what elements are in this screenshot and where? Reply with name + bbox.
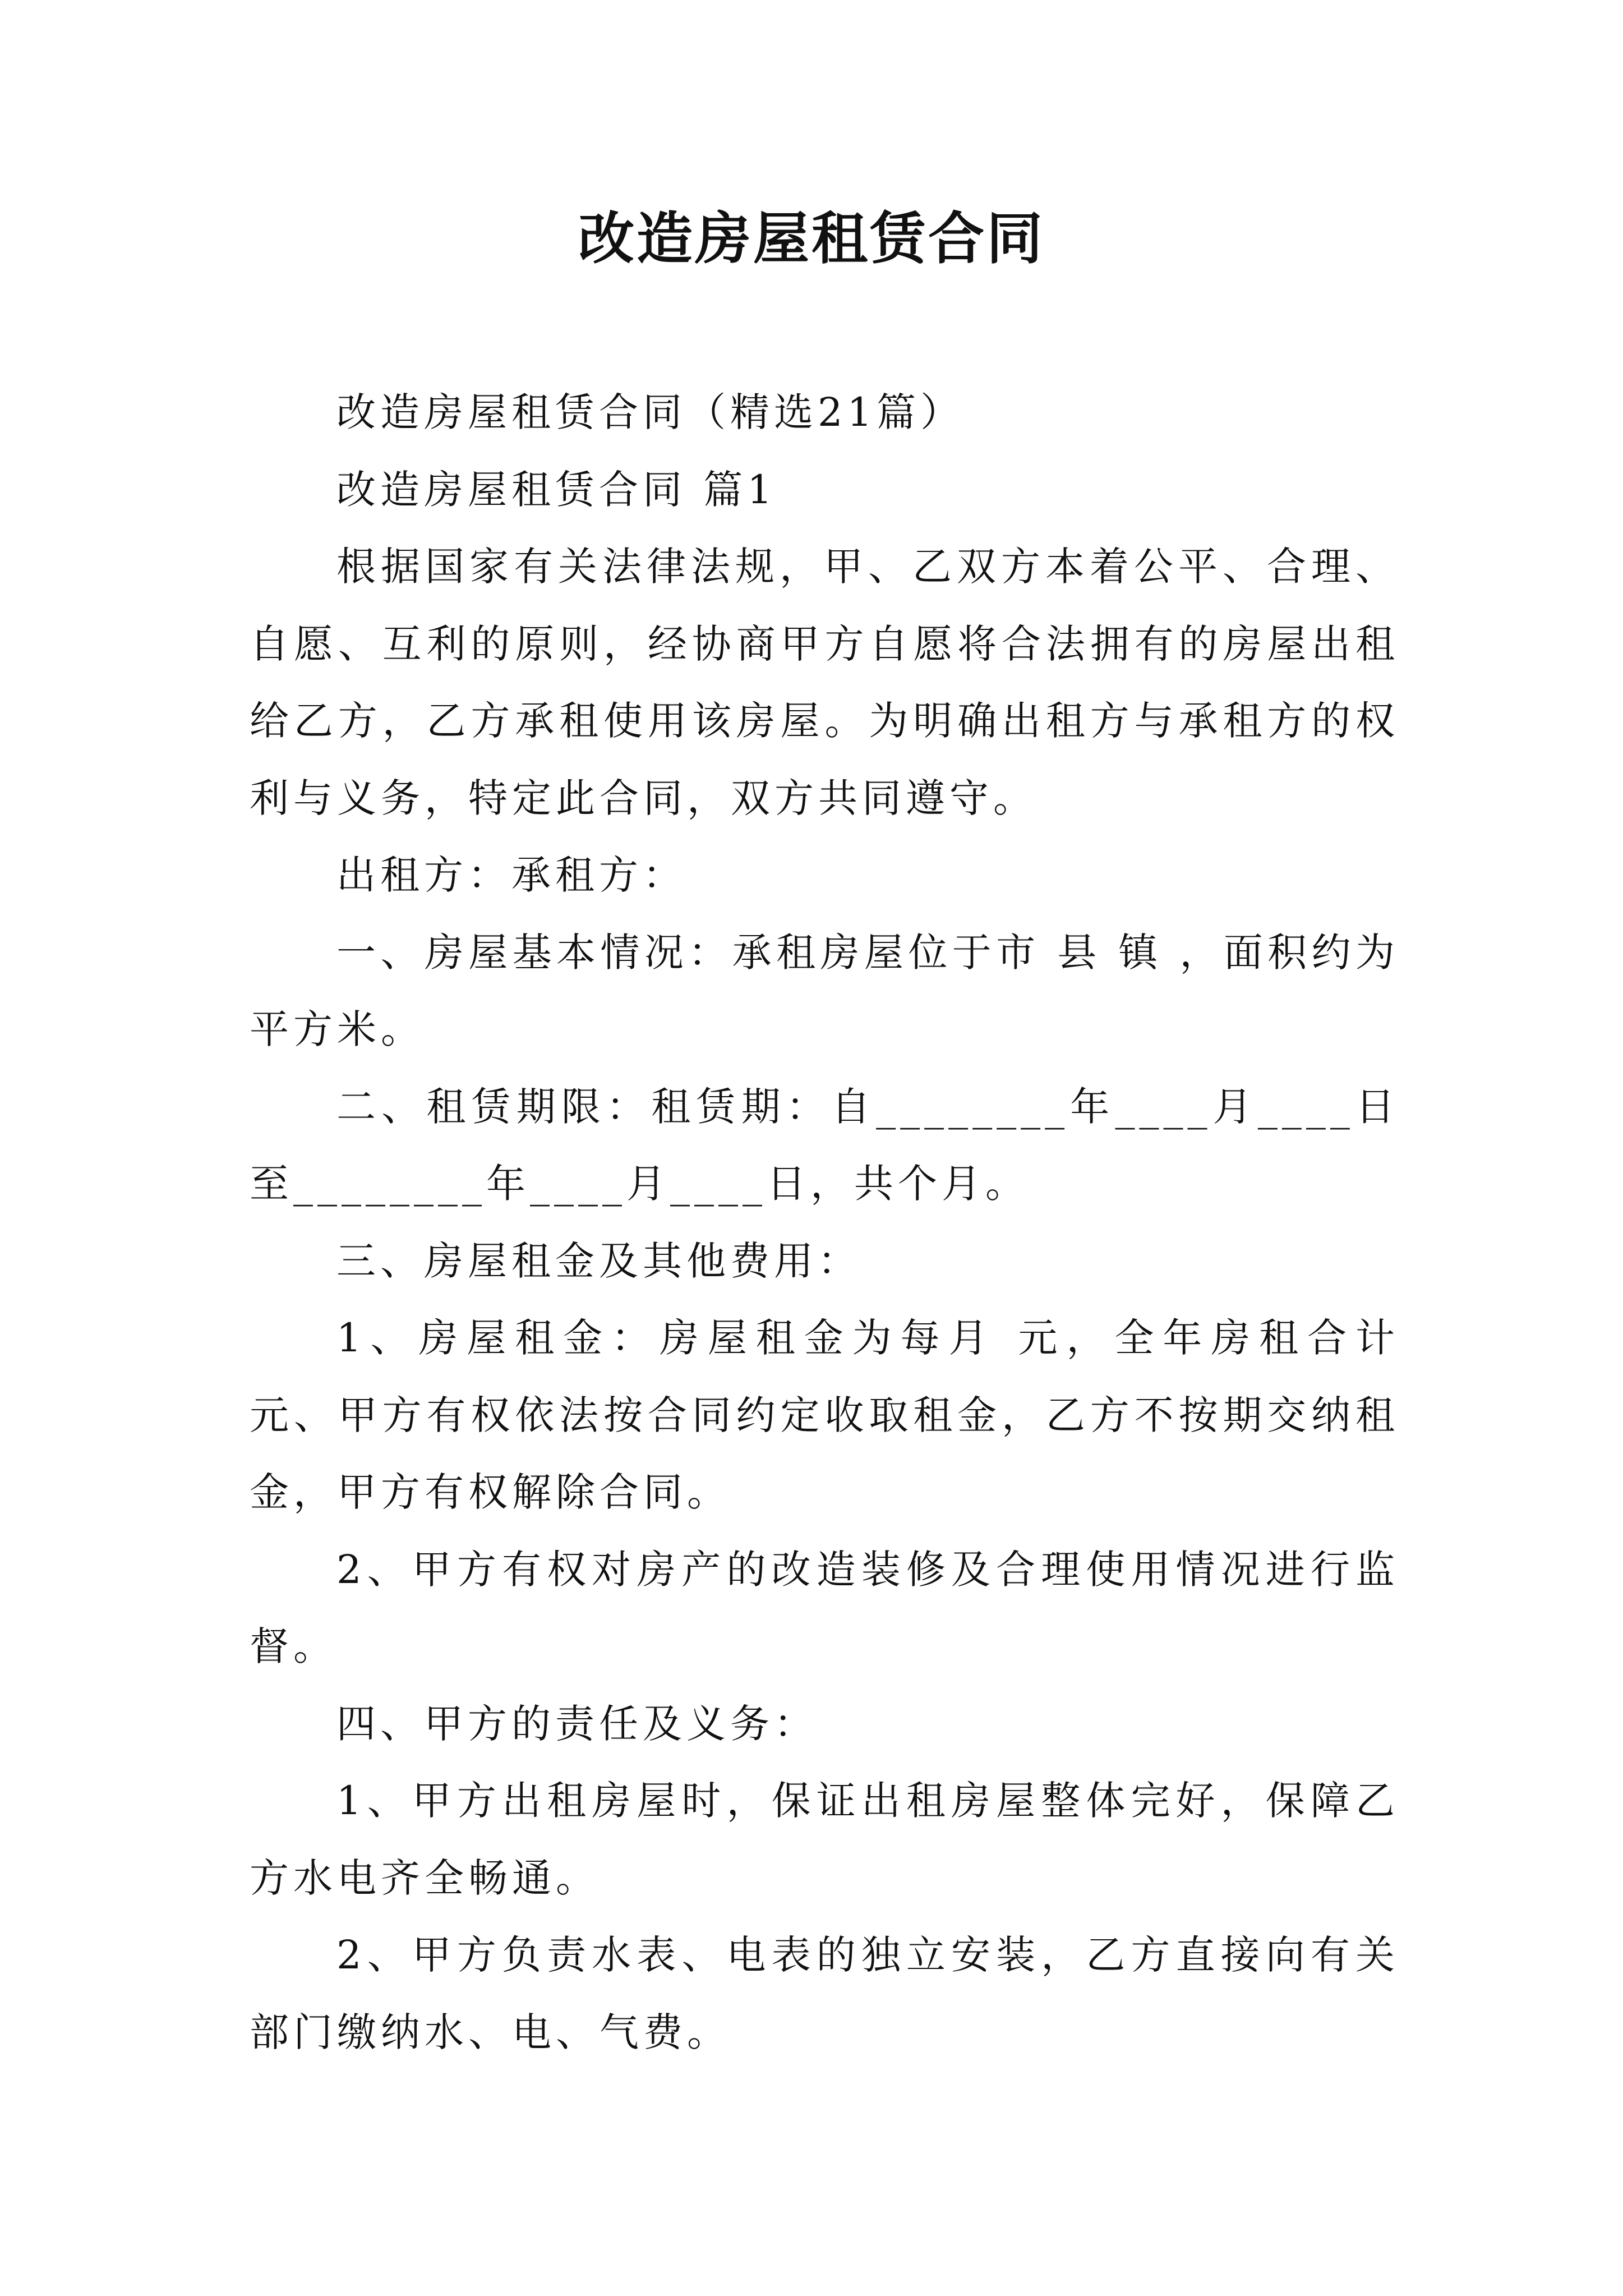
paragraph-clause-4-2: 2、甲方负责水表、电表的独立安装，乙方直接向有关部门缴纳水、电、气费。 — [250, 1932, 1399, 2055]
paragraph-clause-2: 二、租赁期限：租赁期：自________年____月____日至________年____月____日，共个月。 — [250, 1083, 1399, 1207]
paragraph-clause-4: 四、甲方的责任及义务： — [336, 1700, 818, 1747]
paragraph-clause-3: 三、房屋租金及其他费用： — [336, 1237, 861, 1284]
paragraph-clause-3-2: 2、甲方有权对房产的改造装修及合理使用情况进行监督。 — [250, 1546, 1399, 1669]
paragraph-clause-4-1: 1、甲方出租房屋时，保证出租房屋整体完好，保障乙方水电齐全畅通。 — [250, 1778, 1399, 1901]
paragraph-section-heading: 改造房屋租赁合同 篇1 — [336, 466, 777, 513]
document-title: 改造房屋租赁合同 — [578, 205, 1045, 272]
paragraph-parties: 出租方：承租方： — [336, 852, 686, 898]
paragraph-clause-3-1: 1、房屋租金：房屋租金为每月 元，全年房租合计 元、甲方有权依法按合同约定收取租金，乙方不按期交纳租金，甲方有权解除合同。 — [250, 1315, 1399, 1515]
document-body — [250, 374, 1399, 2071]
paragraph-collection-title: 改造房屋租赁合同（精选21篇） — [336, 389, 965, 435]
paragraph-clause-1: 一、房屋基本情况：承租房屋位于市 县 镇 ，面积约为 平方米。 — [250, 929, 1399, 1052]
paragraph-preamble: 根据国家有关法律法规，甲、乙双方本着公平、合理、自愿、互利的原则，经协商甲方自愿将合法拥有的房屋出租给乙方，乙方承租使用该房屋。为明确出租方与承租方的权利与义务，特定此合同，双方共同遵守。 — [250, 544, 1399, 821]
